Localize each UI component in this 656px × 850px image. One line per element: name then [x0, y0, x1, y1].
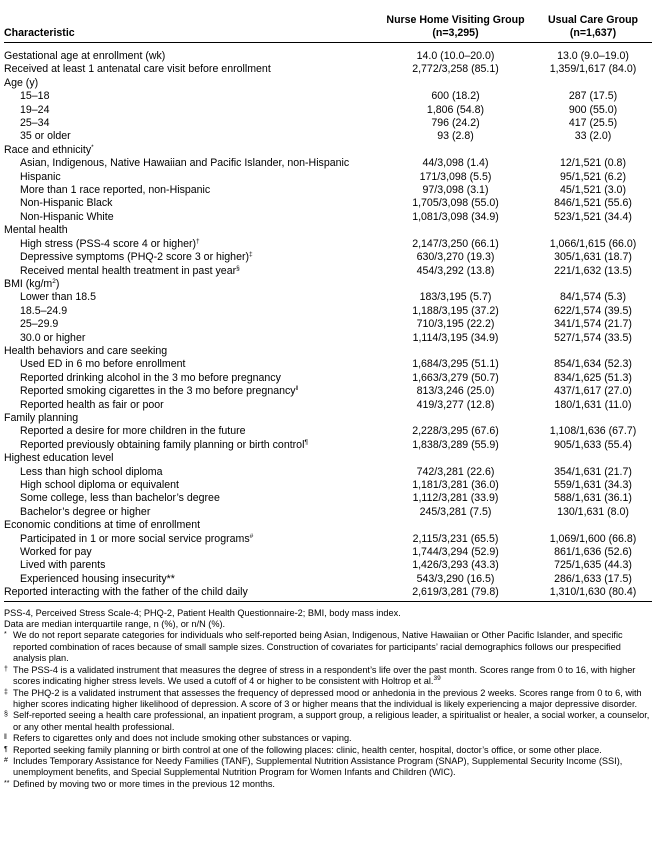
- nurse-group-value: 2,619/3,281 (79.8): [377, 586, 534, 601]
- table-row: [4, 184, 652, 197]
- usual-care-value: 725/1,635 (44.3): [554, 559, 632, 572]
- characteristics-table: [4, 2, 652, 602]
- footnote-marker: ¶: [304, 438, 308, 446]
- nurse-group-value: 543/3,290 (16.5): [416, 572, 495, 585]
- nurse-group-value: 1,112/3,281 (33.9): [412, 492, 499, 505]
- footnote-marker: #: [249, 532, 254, 540]
- usual-care-value: [534, 144, 652, 157]
- nurse-group-value: 1,426/3,293 (43.3): [412, 559, 499, 572]
- table-row: [4, 130, 652, 143]
- footnote-marker: 2: [52, 277, 56, 285]
- footnote-text: Defined by moving two or more times in the previous 12 months.: [13, 778, 275, 789]
- row-label: Bachelor’s degree or higher: [20, 505, 151, 518]
- nurse-group-value: 1,081/3,098 (34.9): [412, 210, 499, 223]
- table-row: [4, 439, 652, 452]
- table-body: [4, 43, 652, 602]
- table-row: [4, 412, 652, 425]
- nurse-group-value: 796 (24.2): [431, 117, 480, 130]
- table-row: [4, 559, 652, 572]
- table-row: [4, 345, 652, 358]
- nurse-group-value: [377, 452, 534, 465]
- header-nurse-group: Nurse Home Visiting Group (n=3,295): [377, 2, 534, 43]
- nurse-group-value: 742/3,281 (22.6): [416, 465, 495, 478]
- row-label: 35 or older: [20, 130, 71, 143]
- nurse-group-value: 1,188/3,195 (37.2): [412, 304, 499, 317]
- row-label: Reported previously obtaining family planning or birth control¶: [20, 438, 308, 451]
- footnote: [4, 688, 652, 711]
- usual-care-value: 84/1,574 (5.3): [560, 291, 626, 304]
- table-row: [4, 117, 652, 130]
- row-label: Experienced housing insecurity**: [20, 572, 175, 585]
- footnote-mark: **: [4, 779, 10, 787]
- table-row: [4, 90, 652, 103]
- nurse-group-value: 245/3,281 (7.5): [419, 505, 492, 518]
- footnote-mark: ¶: [4, 745, 8, 753]
- footnote-marker: †: [196, 237, 200, 245]
- nurse-group-value: [377, 278, 534, 291]
- footnote-marker: *: [91, 143, 94, 151]
- footnote: [4, 630, 652, 664]
- row-label: 25–34: [20, 117, 50, 130]
- table-row: [4, 251, 652, 264]
- usual-care-value: 305/1,631 (18.7): [554, 251, 632, 264]
- row-label: Reported health as fair or poor: [20, 398, 164, 411]
- nurse-group-value: 813/3,246 (25.0): [416, 385, 495, 398]
- table-row: [4, 586, 652, 601]
- row-label: Lower than 18.5: [20, 291, 96, 304]
- row-section-label: Reported interacting with the father of the child daily: [4, 586, 377, 601]
- row-label: 19–24: [20, 103, 50, 116]
- footnote-marker: ‖: [295, 385, 299, 393]
- usual-care-value: 854/1,634 (52.3): [554, 358, 632, 371]
- reference-number: 39: [433, 675, 441, 683]
- row-label: Depressive symptoms (PHQ-2 score 3 or higher)‡: [20, 251, 253, 264]
- footnote-mark: #: [4, 756, 8, 764]
- nurse-group-value: 630/3,270 (19.3): [416, 251, 495, 264]
- usual-care-value: 33 (2.0): [574, 130, 612, 143]
- table-row: [4, 211, 652, 224]
- table-row: [4, 372, 652, 385]
- table-row: [4, 144, 652, 157]
- nurse-group-value: 600 (18.2): [431, 90, 480, 103]
- row-section-label: Economic conditions at time of enrollment: [4, 519, 201, 532]
- table-row: [4, 573, 652, 586]
- footnote: [4, 756, 652, 779]
- footnote-mark: §: [4, 711, 8, 719]
- table-row: [4, 533, 652, 546]
- row-section-label: BMI $(kg/m^2)$: [4, 277, 60, 290]
- usual-care-value: 905/1,633 (55.4): [554, 438, 632, 451]
- nurse-group-value: 1,663/3,279 (50.7): [412, 371, 499, 384]
- table-row: [4, 224, 652, 237]
- table-header: [4, 2, 652, 43]
- nurse-group-value: 710/3,195 (22.2): [416, 318, 495, 331]
- footnote-marker: ‡: [249, 251, 253, 259]
- row-label: High stress (PSS-4 score 4 or higher)†: [20, 237, 200, 250]
- table-row: [4, 332, 652, 345]
- usual-care-value: 1,310/1,630 (80.4): [534, 586, 652, 601]
- footnote: [4, 733, 652, 744]
- row-label: Reported a desire for more children in the future: [20, 425, 246, 438]
- row-label: 18.5–24.9: [20, 304, 68, 317]
- table-row: [4, 171, 652, 184]
- usual-care-value: [534, 452, 652, 465]
- nurse-group-value: 1,705/3,098 (55.0): [412, 197, 499, 210]
- row-label: Worked for pay: [20, 546, 92, 559]
- usual-care-value: [534, 412, 652, 425]
- row-section-label: Age (y): [4, 76, 39, 89]
- nurse-group-value: 2,115/3,231 (65.5): [412, 532, 499, 545]
- usual-care-value: 834/1,625 (51.3): [554, 371, 632, 384]
- row-label: Less than high school diploma: [20, 465, 163, 478]
- nurse-group-value: 93 (2.8): [437, 130, 474, 143]
- footnote-text: The PSS-4 is a validated instrument that measures the degree of stress in a respondent’s life over the past month. Scores range from 0 to 16, with higher scores indicating higher stress levels. We used a cutoff of 4 or higher to be consistent with Holtrop et al.: [13, 664, 636, 687]
- row-section-label: Race and ethnicity*: [4, 143, 94, 156]
- row-section-label: Gestational age at enrollment (wk): [4, 50, 166, 62]
- row-section-label: Mental health: [4, 224, 68, 237]
- footnote-mark: ‖: [4, 734, 7, 742]
- table-row: [4, 466, 652, 479]
- table-row: [4, 238, 652, 251]
- usual-care-value: 588/1,631 (36.1): [554, 492, 632, 505]
- footnote-text: Refers to cigarettes only and does not include smoking other substances or vaping.: [13, 733, 352, 744]
- row-label: Reported smoking cigarettes in the 3 mo before pregnancy‖: [20, 385, 299, 398]
- table-notes: [4, 608, 652, 791]
- footnote: [4, 745, 652, 756]
- footnote-text: We do not report separate categories for individuals who self-reported being Asian, Indigenous, Native Hawaiian or Other Pacific Islander, and specific reported combination of races because of small sample sizes. Construction of covariates for participants’ racial demographics follows our prespecified analysis plan.: [13, 630, 623, 664]
- nurse-group-value: [377, 144, 534, 157]
- footnote: [4, 779, 652, 790]
- row-label: Used ED in 6 mo before enrollment: [20, 358, 186, 371]
- table-row: [4, 197, 652, 210]
- table-row: [4, 492, 652, 505]
- usual-care-value: 417 (25.5): [568, 117, 618, 130]
- footnote-marker: §: [236, 264, 240, 272]
- table-row: [4, 519, 652, 532]
- row-label: High school diploma or equivalent: [20, 479, 179, 491]
- footnote-mark: *: [4, 631, 7, 639]
- row-label: Hispanic: [20, 170, 61, 183]
- table-row: [4, 452, 652, 465]
- footnote-text: Self-reported seeing a health care professional, an inpatient program, a support group, a religious leader, a spiritualist or healer, a social worker, a counselor, or any other mental health professional.: [13, 710, 650, 732]
- nurse-group-value: 2,228/3,295 (67.6): [412, 425, 499, 438]
- usual-care-value: 130/1,631 (8.0): [557, 505, 629, 518]
- table-row: [4, 77, 652, 90]
- footnote-text: Reported seeking family planning or birth control at one of the following places: clinic, health center, hospital, doctor’s office, or some other place.: [13, 744, 602, 755]
- table-row: [4, 43, 652, 64]
- table-row: [4, 63, 652, 76]
- nurse-group-value: [377, 345, 534, 358]
- row-section-label: Received at least 1 antenatal care visit before enrollment: [4, 63, 271, 76]
- row-label: Some college, less than bachelor’s degree: [20, 492, 220, 505]
- usual-care-value: 559/1,631 (34.3): [554, 479, 632, 491]
- usual-care-value: 1,066/1,615 (66.0): [549, 237, 637, 250]
- nurse-group-value: 419/3,277 (12.8): [416, 398, 495, 411]
- table-row: [4, 358, 652, 371]
- usual-care-value: [534, 519, 652, 532]
- nurse-group-value: 1,838/3,289 (55.9): [412, 438, 499, 451]
- row-label: 30.0 or higher: [20, 331, 86, 344]
- footnote-text: The PHQ-2 is a validated instrument that assesses the frequency of depressed mood or anhedonia in the previous 2 weeks. Scores range from 0 to 6, with higher scores indicating higher likelihood of depression. A score of 3 or higher means that the individual is likely experiencing a major depressive disorder.: [13, 687, 642, 709]
- table-row: [4, 265, 652, 278]
- nurse-group-value: 183/3,195 (5.7): [419, 291, 492, 304]
- usual-care-value: [534, 77, 652, 90]
- table-row: [4, 425, 652, 438]
- row-label: More than 1 race reported, non-Hispanic: [20, 184, 211, 197]
- nurse-group-value: 2,147/3,250 (66.1): [412, 237, 499, 250]
- nurse-group-value: 44/3,098 (1.4): [422, 157, 489, 170]
- footnote: [4, 665, 652, 688]
- usual-care-value: 286/1,633 (17.5): [554, 572, 632, 585]
- usual-care-value: 341/1,574 (21.7): [554, 318, 632, 331]
- usual-care-value: 846/1,521 (55.6): [554, 197, 632, 210]
- usual-care-value: 1,108/1,636 (67.7): [549, 425, 637, 438]
- table-row: [4, 385, 652, 398]
- nurse-group-value: 14.0 (10.0–20.0): [416, 50, 495, 62]
- nurse-group-value: 1,806 (54.8): [426, 103, 485, 116]
- row-label: Reported drinking alcohol in the 3 mo before pregnancy: [20, 371, 281, 384]
- table-row: [4, 546, 652, 559]
- footnote-mark: ‡: [4, 688, 8, 696]
- usual-care-value: 287 (17.5): [568, 90, 618, 103]
- usual-care-value: 900 (55.0): [568, 103, 618, 116]
- row-label: Non-Hispanic Black: [20, 197, 113, 210]
- usual-care-value: 523/1,521 (34.4): [554, 210, 632, 223]
- usual-care-value: 354/1,631 (21.7): [554, 465, 632, 478]
- abbreviations-note: PSS-4, Perceived Stress Scale-4; PHQ-2, Patient Health Questionnaire-2; BMI, body mass index.: [4, 607, 401, 618]
- usual-care-value: [534, 278, 652, 291]
- usual-care-value: 45/1,521 (3.0): [560, 184, 626, 197]
- table-row: [4, 104, 652, 117]
- usual-care-value: 1,359/1,617 (84.0): [549, 63, 637, 76]
- data-format-note: Data are median interquartile range, n (%), or n/N (%).: [4, 619, 226, 630]
- usual-care-value: 95/1,521 (6.2): [560, 170, 626, 183]
- row-label: 25–29.9: [20, 318, 59, 331]
- table-row: [4, 479, 652, 492]
- table-row: [4, 291, 652, 304]
- table-row: [4, 278, 652, 291]
- row-label: Asian, Indigenous, Native Hawaiian and Pacific Islander, non-Hispanic: [20, 157, 350, 170]
- row-label: 15–18: [20, 90, 50, 103]
- usual-care-value: 13.0 (9.0–19.0): [557, 50, 629, 62]
- row-section-label: Health behaviors and care seeking: [4, 344, 168, 357]
- nurse-group-value: 97/3,098 (3.1): [422, 184, 489, 197]
- nurse-group-value: 454/3,292 (13.8): [416, 264, 495, 277]
- header-characteristic: Characteristic: [4, 2, 377, 43]
- row-section-label: Highest education level: [4, 452, 114, 465]
- nurse-group-value: [377, 77, 534, 90]
- nurse-group-value: 1,114/3,195 (34.9): [412, 331, 499, 344]
- row-label: Participated in 1 or more social service programs#: [20, 532, 254, 545]
- row-label: Lived with parents: [20, 559, 106, 572]
- usual-care-value: 437/1,617 (27.0): [554, 385, 632, 398]
- footnote-list: [4, 630, 652, 790]
- table-row: [4, 157, 652, 170]
- usual-care-value: 861/1,636 (52.6): [554, 546, 632, 559]
- table-row: [4, 305, 652, 318]
- usual-care-value: 221/1,632 (13.5): [554, 264, 632, 277]
- footnote: [4, 710, 652, 733]
- nurse-group-value: 1,684/3,295 (51.1): [412, 358, 499, 371]
- nurse-group-value: [377, 224, 534, 237]
- table-row: [4, 506, 652, 519]
- row-section-label: Family planning: [4, 411, 79, 424]
- usual-care-value: 12/1,521 (0.8): [560, 157, 626, 170]
- row-label: Non-Hispanic White: [20, 210, 114, 223]
- usual-care-value: 527/1,574 (33.5): [554, 331, 632, 344]
- usual-care-value: 180/1,631 (11.0): [554, 398, 632, 411]
- footnote-text: Includes Temporary Assistance for Needy Families (TANF), Supplemental Nutrition Assistance Program (SNAP), Supplemental Security Income (SSI), unemployment benefits, and Special Supplemental Nutrition Program for Women Infants and Children (WIC).: [13, 755, 623, 778]
- nurse-group-value: 1,181/3,281 (36.0): [412, 479, 499, 491]
- nurse-group-value: [377, 412, 534, 425]
- row-label: Received mental health treatment in past year§: [20, 264, 240, 277]
- usual-care-value: [534, 224, 652, 237]
- usual-care-value: 622/1,574 (39.5): [554, 304, 632, 317]
- table-row: [4, 318, 652, 331]
- nurse-group-value: 2,772/3,258 (85.1): [412, 63, 499, 76]
- nurse-group-value: 1,744/3,294 (52.9): [412, 546, 499, 559]
- nurse-group-value: [377, 519, 534, 532]
- footnote-mark: †: [4, 665, 8, 673]
- usual-care-value: [534, 345, 652, 358]
- nurse-group-value: 171/3,098 (5.5): [419, 170, 492, 183]
- usual-care-value: 1,069/1,600 (66.8): [549, 532, 637, 545]
- table-row: [4, 399, 652, 412]
- header-usual-care-group: Usual Care Group (n=1,637): [534, 2, 652, 43]
